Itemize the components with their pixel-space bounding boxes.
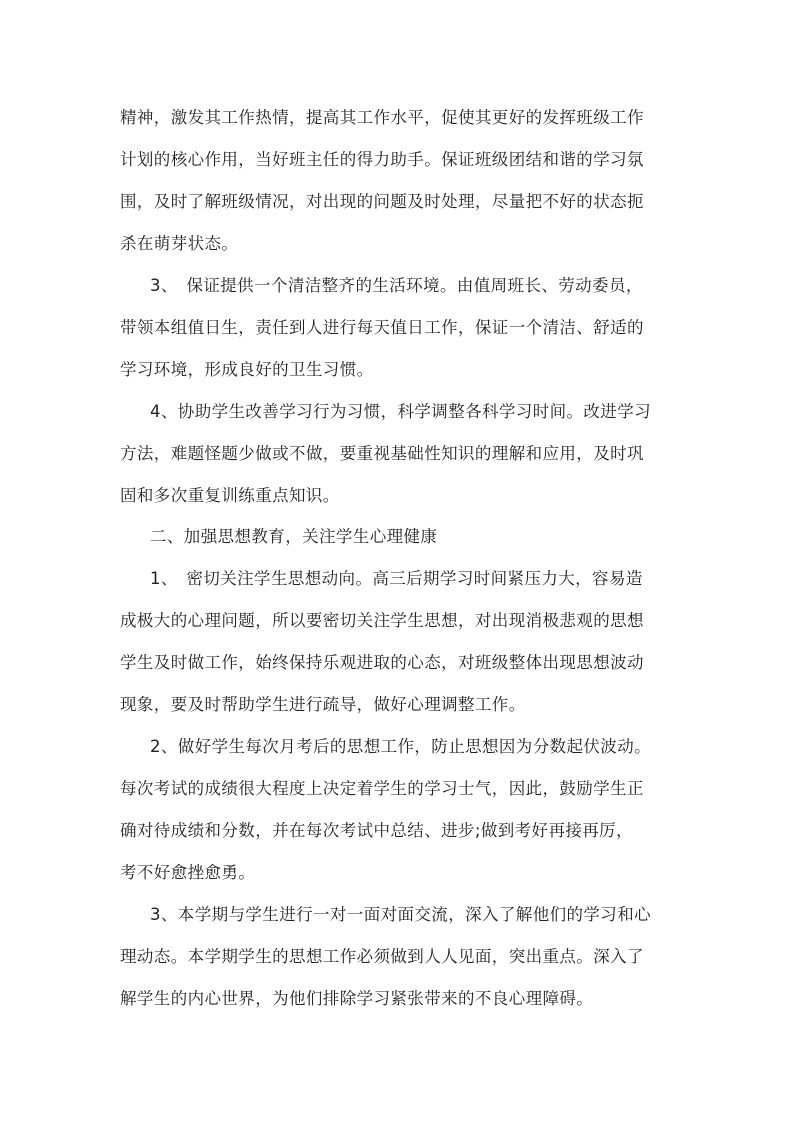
section-heading: 二、加强思想教育，关注学生心理健康: [150, 527, 438, 546]
text-line: 4、协助学生改善学习行为习惯，科学调整各科学习时间。改进学习: [150, 402, 651, 421]
text-line: 精神，激发其工作热情，提高其工作水平，促使其更好的发挥班级工作: [120, 108, 644, 127]
text-line: 现象，要及时帮助学生进行疏导，做好心理调整工作。: [120, 695, 526, 714]
text-line: 带领本组值日生，责任到人进行每天值日工作，保证一个清洁、舒适的: [120, 318, 644, 337]
text-line: 3、 保证提供一个清洁整齐的生活环境。由值周班长、劳动委员，: [150, 276, 643, 295]
text-line: 解学生的内心世界，为他们排除学习紧张带来的不良心理障碍。: [120, 989, 594, 1008]
text-line: 理动态。本学期学生的思想工作必须做到人人见面，突出重点。深入了: [120, 947, 644, 966]
text-line: 1、 密切关注学生思想动向。高三后期学习时间紧压力大，容易造: [150, 569, 643, 588]
text-line: 固和多次重复训练重点知识。: [120, 486, 340, 505]
text-line: 学生及时做工作，始终保持乐观进取的心态，对班级整体出现思想波动: [120, 653, 644, 672]
text-line: 计划的核心作用，当好班主任的得力助手。保证班级团结和谐的学习氛: [120, 150, 644, 169]
text-line: 确对待成绩和分数，并在每次考试中总结、进步;做到考好再接再厉，: [120, 821, 633, 840]
text-line: 2、做好学生每次月考后的思想工作，防止思想因为分数起伏波动。: [150, 737, 651, 756]
text-line: 学习环境，形成良好的卫生习惯。: [120, 360, 374, 379]
text-line: 每次考试的成绩很大程度上决定着学生的学习士气，因此，鼓励学生正: [120, 779, 644, 798]
text-line: 考不好愈挫愈勇。: [120, 863, 256, 882]
text-line: 成极大的心理问题，所以要密切关注学生思想，对出现消极悲观的思想: [120, 611, 644, 630]
text-line: 3、本学期与学生进行一对一面对面交流，深入了解他们的学习和心: [150, 905, 651, 924]
text-line: 方法，难题怪题少做或不做，要重视基础性知识的理解和应用，及时巩: [120, 444, 644, 463]
text-line: 围，及时了解班级情况，对出现的问题及时处理，尽量把不好的状态扼: [120, 192, 644, 211]
text-line: 杀在萌芽状态。: [120, 234, 239, 253]
